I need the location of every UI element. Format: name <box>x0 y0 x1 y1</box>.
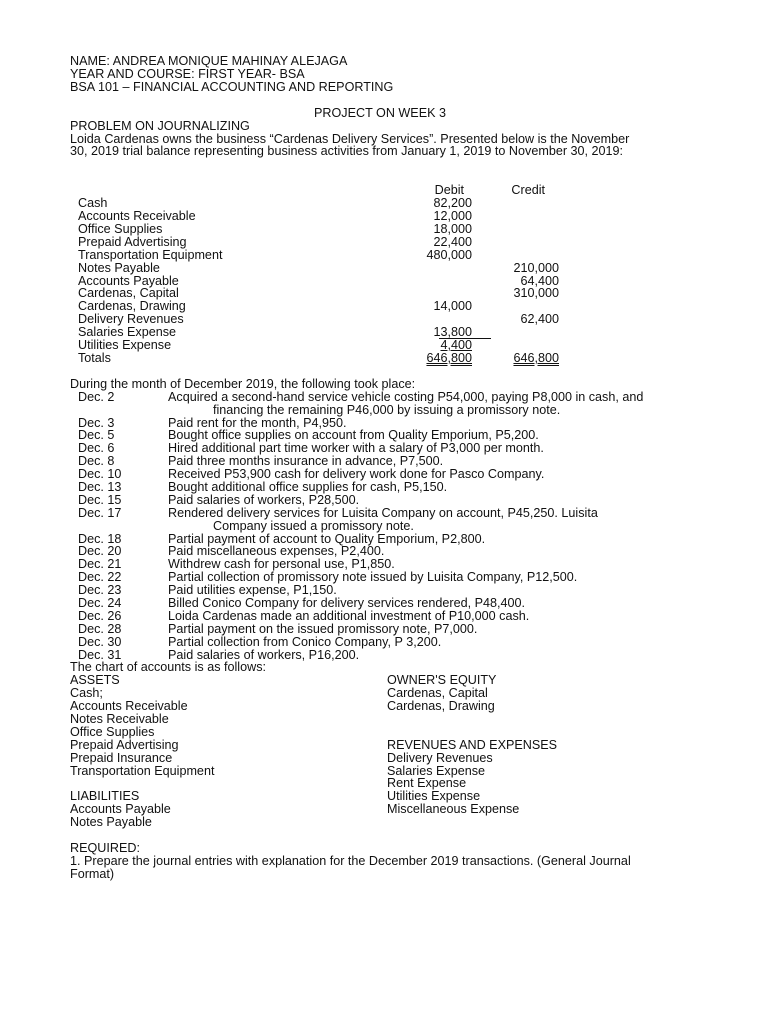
account-name: Notes Payable <box>78 260 160 275</box>
project-title: PROJECT ON WEEK 3 <box>313 105 447 120</box>
debit-amount: 18,000 <box>433 222 472 237</box>
credit-header: Credit <box>511 183 545 198</box>
transaction-description: Paid rent for the month, P4,950. <box>168 415 347 430</box>
account-name: Cardenas, Drawing <box>78 299 186 314</box>
chart-account-item: Transportation Equipment <box>70 763 215 778</box>
transaction-row <box>70 533 710 546</box>
transaction-date: Dec. 8 <box>78 454 115 469</box>
transaction-row <box>70 636 710 649</box>
transaction-description: Hired additional part time worker with a salary of P3,000 per month. <box>168 441 544 456</box>
transaction-date: Dec. 3 <box>78 415 115 430</box>
debit-amount: 82,200 <box>433 196 472 211</box>
chart-section-heading: ASSETS <box>70 673 120 688</box>
credit-amount: 210,000 <box>513 260 559 275</box>
totals-label: Totals <box>78 350 111 365</box>
required-heading: REQUIRED: <box>70 841 140 856</box>
trial-balance-row <box>70 249 710 262</box>
transaction-date: Dec. 28 <box>78 621 122 636</box>
chart-account-item: Miscellaneous Expense <box>387 802 520 817</box>
chart-account-item: Utilities Expense <box>387 789 481 804</box>
intro-line-2: 30, 2019 trial balance representing business activities from January 1, 2019 to November 30, 2019: <box>70 144 624 159</box>
transaction-description: Paid miscellaneous expenses, P2,400. <box>168 544 385 559</box>
transaction-description: Acquired a second-hand service vehicle costing P54,000, paying P8,000 in cash, and <box>168 389 644 404</box>
transaction-description: Paid salaries of workers, P28,500. <box>168 492 360 507</box>
transaction-date: Dec. 22 <box>78 570 122 585</box>
transaction-description: Partial payment of account to Quality Emporium, P2,800. <box>168 531 486 546</box>
document-page <box>70 55 710 881</box>
transaction-continuation-row <box>70 520 710 533</box>
chart-account-item: Accounts Payable <box>70 802 171 817</box>
transaction-row <box>70 610 710 623</box>
credit-amount: 62,400 <box>520 312 559 327</box>
transaction-description: Loida Cardenas made an additional investment of P10,000 cash. <box>168 608 530 623</box>
required-line-1: 1. Prepare the journal entries with explanation for the December 2019 transactions. (General Journal <box>70 854 631 869</box>
transaction-date: Dec. 15 <box>78 492 122 507</box>
transaction-date: Dec. 13 <box>78 479 122 494</box>
transaction-row <box>70 507 710 520</box>
debit-amount: 480,000 <box>426 247 472 262</box>
transaction-description: Partial payment on the issued promissory note, P7,000. <box>168 621 478 636</box>
transaction-description: Paid three months insurance in advance, P7,500. <box>168 454 444 469</box>
chart-account-item: Notes Payable <box>70 815 152 830</box>
transaction-row <box>70 481 710 494</box>
transaction-continuation: Company issued a promissory note. <box>213 518 414 533</box>
chart-account-item: Notes Receivable <box>70 712 169 726</box>
chart-account-item: Cash; <box>70 686 103 701</box>
credit-amount: 310,000 <box>513 286 559 301</box>
transaction-date: Dec. 21 <box>78 557 122 572</box>
transaction-date: Dec. 23 <box>78 583 122 598</box>
transaction-row <box>70 597 710 610</box>
account-name: Office Supplies <box>78 222 163 237</box>
transactions-intro: During the month of December 2019, the following took place: <box>70 376 416 391</box>
transaction-date: Dec. 17 <box>78 505 122 520</box>
credit-amount: 64,400 <box>520 273 559 288</box>
account-name: Accounts Receivable <box>78 209 196 224</box>
transactions-list <box>70 391 710 662</box>
transaction-description: Partial collection from Conico Company, P 3,200. <box>168 634 442 649</box>
transaction-row <box>70 623 710 636</box>
total-debit: 646,800 <box>426 350 472 365</box>
transaction-date: Dec. 20 <box>78 544 122 559</box>
chart-account-item: Cardenas, Drawing <box>387 699 495 714</box>
account-name: Delivery Revenues <box>78 312 184 327</box>
chart-account-item: Delivery Revenues <box>387 750 493 765</box>
chart-of-accounts-intro: The chart of accounts is as follows: <box>70 660 266 675</box>
chart-account-item <box>387 726 557 739</box>
year-course: YEAR AND COURSE: FIRST YEAR- BSA <box>70 66 305 81</box>
intro-line-1: Loida Cardenas owns the business “Cardenas Delivery Services”. Presented below is the November <box>70 131 630 146</box>
trial-balance-totals-row <box>70 352 710 365</box>
trial-balance-row <box>70 339 710 352</box>
chart-left-column <box>70 674 214 829</box>
account-name: Cash <box>78 196 108 211</box>
transaction-description: Paid salaries of workers, P16,200. <box>168 647 360 662</box>
transaction-continuation: financing the remaining P46,000 by issuing a promissory note. <box>213 402 561 417</box>
transaction-date: Dec. 31 <box>78 647 122 662</box>
chart-account-item: Salaries Expense <box>387 763 486 778</box>
transaction-description: Received P53,900 cash for delivery work done for Pasco Company. <box>168 467 545 482</box>
account-name: Utilities Expense <box>78 338 172 353</box>
transaction-date: Dec. 10 <box>78 467 122 482</box>
required-line-2: Format) <box>70 867 115 882</box>
transaction-description: Partial collection of promissory note issued by Luisita Company, P12,500. <box>168 570 578 585</box>
chart-account-item: Prepaid Advertising <box>70 737 179 752</box>
chart-section-heading: OWNER'S EQUITY <box>387 673 497 688</box>
transaction-row <box>70 571 710 584</box>
trial-balance-row <box>70 223 710 236</box>
chart-account-item <box>387 713 557 726</box>
chart-account-item: Rent Expense <box>387 776 467 791</box>
problem-title: PROBLEM ON JOURNALIZING <box>70 118 250 133</box>
debit-amount: 14,000 <box>433 299 472 314</box>
account-name: Prepaid Advertising <box>78 234 187 249</box>
chart-of-accounts <box>70 674 710 842</box>
transaction-date: Dec. 30 <box>78 634 122 649</box>
chart-section-heading: LIABILITIES <box>70 789 140 804</box>
debit-amount: 13,800 <box>433 325 472 340</box>
account-name: Accounts Payable <box>78 273 179 288</box>
trial-balance-row <box>70 236 710 249</box>
transaction-description: Rendered delivery services for Luisita Company on account, P45,250. Luisita <box>168 505 598 520</box>
account-name: Cardenas, Capital <box>78 286 179 301</box>
chart-right-column <box>387 674 557 816</box>
debit-amount: 4,400 <box>440 338 472 353</box>
transaction-description: Withdrew cash for personal use, P1,850. <box>168 557 395 572</box>
trial-balance-row <box>70 210 710 223</box>
transaction-row <box>70 649 710 662</box>
debit-header: Debit <box>434 183 464 198</box>
chart-account-item: Office Supplies <box>70 724 155 739</box>
transaction-description: Bought office supplies on account from Quality Emporium, P5,200. <box>168 428 539 443</box>
account-name: Transportation Equipment <box>78 247 223 262</box>
credit-underline <box>439 338 491 339</box>
transaction-date: Dec. 2 <box>78 389 115 404</box>
trial-balance-header <box>70 184 710 197</box>
debit-amount: 22,400 <box>433 234 472 249</box>
debit-amount: 12,000 <box>433 209 472 224</box>
transaction-date: Dec. 24 <box>78 595 122 610</box>
transaction-description: Billed Conico Company for delivery services rendered, P48,400. <box>168 595 526 610</box>
chart-section-heading: REVENUES AND EXPENSES <box>387 737 558 752</box>
transaction-continuation-row <box>70 404 710 417</box>
transaction-date: Dec. 5 <box>78 428 115 443</box>
student-name: NAME: ANDREA MONIQUE MAHINAY ALEJAGA <box>70 54 348 68</box>
transaction-date: Dec. 6 <box>78 441 115 456</box>
subject-title: BSA 101 – FINANCIAL ACCOUNTING AND REPORTING <box>70 79 394 94</box>
chart-account-item: Cardenas, Capital <box>387 686 488 701</box>
total-credit: 646,800 <box>513 350 559 365</box>
trial-balance-row <box>70 262 710 275</box>
transaction-description: Paid utilities expense, P1,150. <box>168 583 337 598</box>
trial-balance <box>70 184 710 364</box>
chart-account-item: Prepaid Insurance <box>70 750 173 765</box>
transaction-description: Bought additional office supplies for cash, P5,150. <box>168 479 448 494</box>
chart-account-item: Accounts Receivable <box>70 699 188 714</box>
transaction-date: Dec. 26 <box>78 608 122 623</box>
transaction-row <box>70 494 710 507</box>
transaction-date: Dec. 18 <box>78 531 122 546</box>
transaction-row <box>70 391 710 404</box>
account-name: Salaries Expense <box>78 325 177 340</box>
